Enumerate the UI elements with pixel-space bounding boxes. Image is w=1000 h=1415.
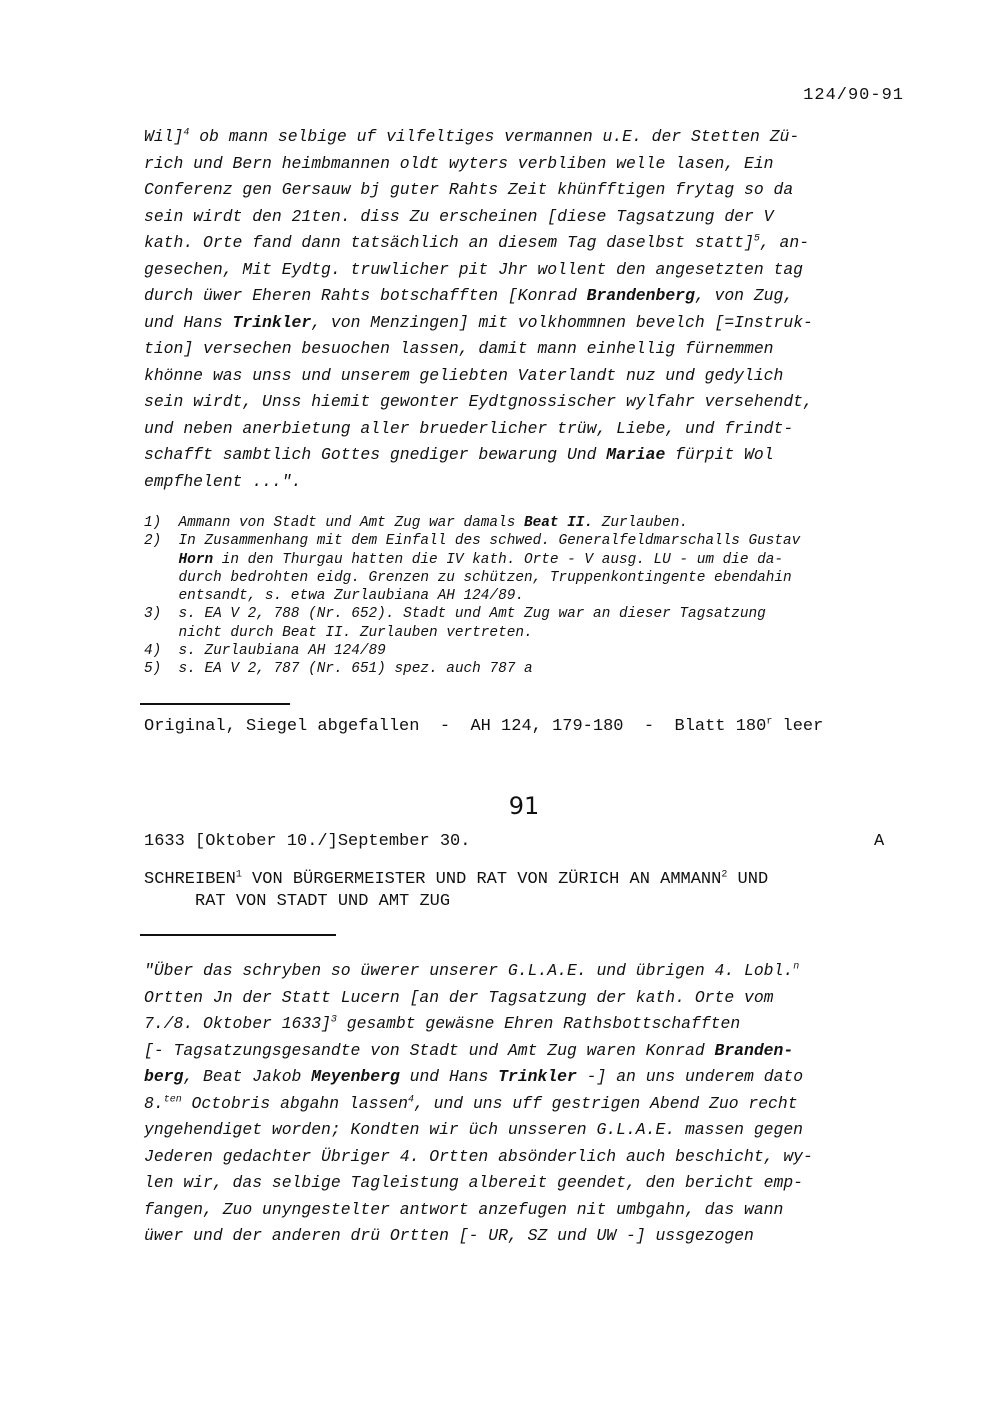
text-run: 5) s. EA V 2, 787 (Nr. 651) spez. auch 787 a (144, 661, 533, 678)
original-note-tail: leer (772, 717, 824, 736)
text-line (144, 624, 924, 642)
text-run: khönne was unss und unserem geliebten Vaterlandt nuz und gedylich (144, 365, 784, 385)
superscript: ten (163, 1094, 182, 1106)
superscript: 1 (235, 869, 242, 881)
text-run: 3) s. EA V 2, 788 (Nr. 652). Stadt und Amt Zug war an dieser Tagsatzung (144, 606, 766, 623)
text-line (144, 230, 914, 257)
text-run: üwer und der anderen drü Ortten [- UR, SZ und UW -] ussgezogen (144, 1226, 754, 1245)
text-run: und Hans (399, 1067, 499, 1086)
text-run: empfhelent ...". (144, 471, 302, 491)
text-run: sein wirdt den 21ten. diss Zu erscheinen [diese Tagsatzung der V (144, 206, 774, 226)
text-run: RAT VON STADT UND AMT ZUG (144, 892, 451, 911)
bold-name: berg (144, 1067, 184, 1086)
text-run: , von Zug, (694, 286, 794, 305)
text-run: len wir, das selbige Tagleistung albereit geendet, den bericht emp- (144, 1173, 804, 1192)
text-run: 2) In Zusammenhang mit dem Einfall des schwed. Generalfeldmarschalls Gustav (144, 533, 801, 550)
text-line (144, 985, 914, 1012)
text-line (144, 514, 924, 532)
text-line (144, 891, 768, 913)
superscript: 2 (721, 869, 728, 881)
text-line (144, 124, 914, 151)
text-run: Conferenz gen Gersauw bj guter Rahts Zeit khünfftigen frytag so da (144, 180, 794, 199)
text-run: yngehendiget worden; Kondten wir üch unsseren G.L.A.E. massen gegen (144, 1120, 804, 1139)
text-line (144, 642, 924, 660)
bold-name: Mariae (606, 445, 666, 464)
text-line (144, 532, 924, 550)
text-line (144, 336, 914, 363)
text-run: , Beat Jakob (183, 1067, 312, 1086)
text-line (144, 1170, 914, 1197)
superscript: 4 (407, 1094, 414, 1106)
text-line (144, 469, 914, 496)
text-line (144, 1064, 914, 1091)
superscript: 3 (330, 1014, 337, 1026)
text-run: UND (727, 870, 769, 889)
text-line (144, 177, 914, 204)
text-run: und Hans (144, 312, 233, 332)
text-run: Octobris abgahn lassen (181, 1093, 408, 1113)
text-line (144, 1038, 914, 1065)
text-run: ob mann selbige uf vilfeltiges vermannen u.E. der Stetten Zü- (189, 127, 800, 146)
text-line (144, 1223, 914, 1250)
letter-body-text (144, 958, 914, 1250)
text-run: kath. Orte fand dann tatsächlich an diesem Tag daselbst statt] (144, 233, 754, 252)
text-line (144, 1091, 914, 1118)
text-run: Ortten Jn der Statt Lucern [an der Tagsatzung der kath. Orte vom (144, 987, 774, 1007)
text-line (144, 1144, 914, 1171)
original-note-superscript: r (766, 716, 773, 728)
text-run: durch bedrohten eidg. Grenzen zu schützen, Truppenkontingente ebendahin (144, 569, 792, 586)
text-run: Wil] (144, 127, 184, 146)
text-run: schafft sambtlich Gottes gnediger bewarung Und (144, 445, 607, 464)
text-line (144, 1117, 914, 1144)
text-run: tion] versechen besuochen lassen, damit mann einhellig fürnemmen (144, 339, 774, 358)
document-title (144, 869, 768, 913)
text-run: VON BÜRGERMEISTER UND RAT VON ZÜRICH AN AMMANN (241, 870, 722, 889)
bold-name: Branden- (714, 1040, 794, 1060)
text-run: durch üwer Eheren Rahts botschafften [Konrad (144, 286, 587, 305)
bold-name: Horn (178, 551, 214, 568)
bold-name: Trinkler (232, 312, 312, 332)
title-divider (140, 934, 336, 936)
text-line (144, 283, 914, 310)
text-run: 4) s. Zurlaubiana AH 124/89 (144, 643, 386, 660)
text-run: nicht durch Beat II. Zurlauben vertreten. (144, 624, 533, 641)
original-note (144, 717, 823, 736)
text-run: fürpit Wol (665, 445, 774, 464)
previous-document-text (144, 124, 914, 495)
text-line (144, 257, 914, 284)
text-line (144, 958, 914, 985)
superscript: 4 (183, 127, 190, 139)
footnote-divider (140, 703, 290, 705)
bold-name: Meyenberg (311, 1067, 400, 1086)
superscript: 5 (753, 233, 760, 245)
original-note-text: Original, Siegel abgefallen - AH 124, 179-180 - Blatt 180 (144, 717, 767, 736)
superscript: n (793, 961, 800, 973)
text-run: rich und Bern heimbmannen oldt wyters verbliben welle lasen, Ein (144, 153, 774, 173)
text-run: Zurlauben. (593, 515, 689, 531)
text-run: in den Thurgau hatten die IV kath. Orte - V ausg. LU - um die da- (213, 551, 784, 568)
text-line (144, 204, 914, 231)
text-line (144, 442, 914, 469)
bold-name: Trinkler (498, 1067, 577, 1086)
document-number: 91 (508, 792, 540, 820)
text-run: 1) Ammann von Stadt und Amt Zug war damals (144, 515, 524, 531)
text-run: SCHREIBEN (144, 870, 236, 889)
text-line (144, 587, 924, 605)
text-run: , von Menzingen] mit volkhommnen bevelch [=Instruk- (311, 312, 813, 332)
text-run: Jederen gedachter Übriger 4. Ortten absönderlich auch beschicht, wy- (144, 1146, 813, 1166)
text-run: 7./8. Oktober 1633] (144, 1014, 331, 1033)
text-line (144, 605, 924, 623)
text-run (144, 552, 179, 568)
text-run: [- Tagsatzungsgesandte von Stadt und Amt Zug waren Konrad (144, 1040, 715, 1060)
text-line (144, 416, 914, 443)
text-run: gesechen, Mit Eydtg. truwlicher pit Jhr wollent den angesetzten tag (144, 259, 804, 279)
text-run: sein wirdt, Unss hiemit gewonter Eydtgnossischer wylfahr versehendt, (144, 392, 813, 411)
bold-name: Brandenberg (586, 286, 695, 305)
text-run: "Über das schryben so üwerer unserer G.L.A.E. und übrigen 4. Lobl. (144, 961, 794, 980)
text-line (144, 660, 924, 678)
text-line (144, 1197, 914, 1224)
text-run: entsandt, s. etwa Zurlaubiana AH 124/89. (144, 588, 524, 605)
text-line (144, 1011, 914, 1038)
text-run: -] an uns underem dato (576, 1067, 804, 1086)
text-line (144, 869, 768, 891)
text-run: , und uns uff gestrigen Abend Zuo recht (413, 1093, 798, 1113)
text-line (144, 389, 914, 416)
text-run: und neben anerbietung aller bruederlicher trüw, Liebe, und frindt- (144, 418, 794, 438)
document-letter: A (874, 832, 885, 851)
text-run: 8. (144, 1093, 164, 1113)
text-run: , an- (759, 233, 810, 252)
text-line (144, 569, 924, 587)
date-line: 1633 [Oktober 10./]September 30. (144, 832, 471, 851)
text-line (144, 310, 914, 337)
text-line (144, 551, 924, 569)
footnotes (144, 514, 924, 679)
text-line (144, 363, 914, 390)
text-run: fangen, Zuo unyngestelter antwort anzefugen nit umbgahn, das wann (144, 1199, 784, 1219)
text-line (144, 151, 914, 178)
text-run: gesambt gewäsne Ehren Rathsbottschafften (336, 1014, 741, 1033)
bold-name: Beat II. (523, 515, 594, 531)
page-reference: 124/90-91 (803, 86, 904, 105)
